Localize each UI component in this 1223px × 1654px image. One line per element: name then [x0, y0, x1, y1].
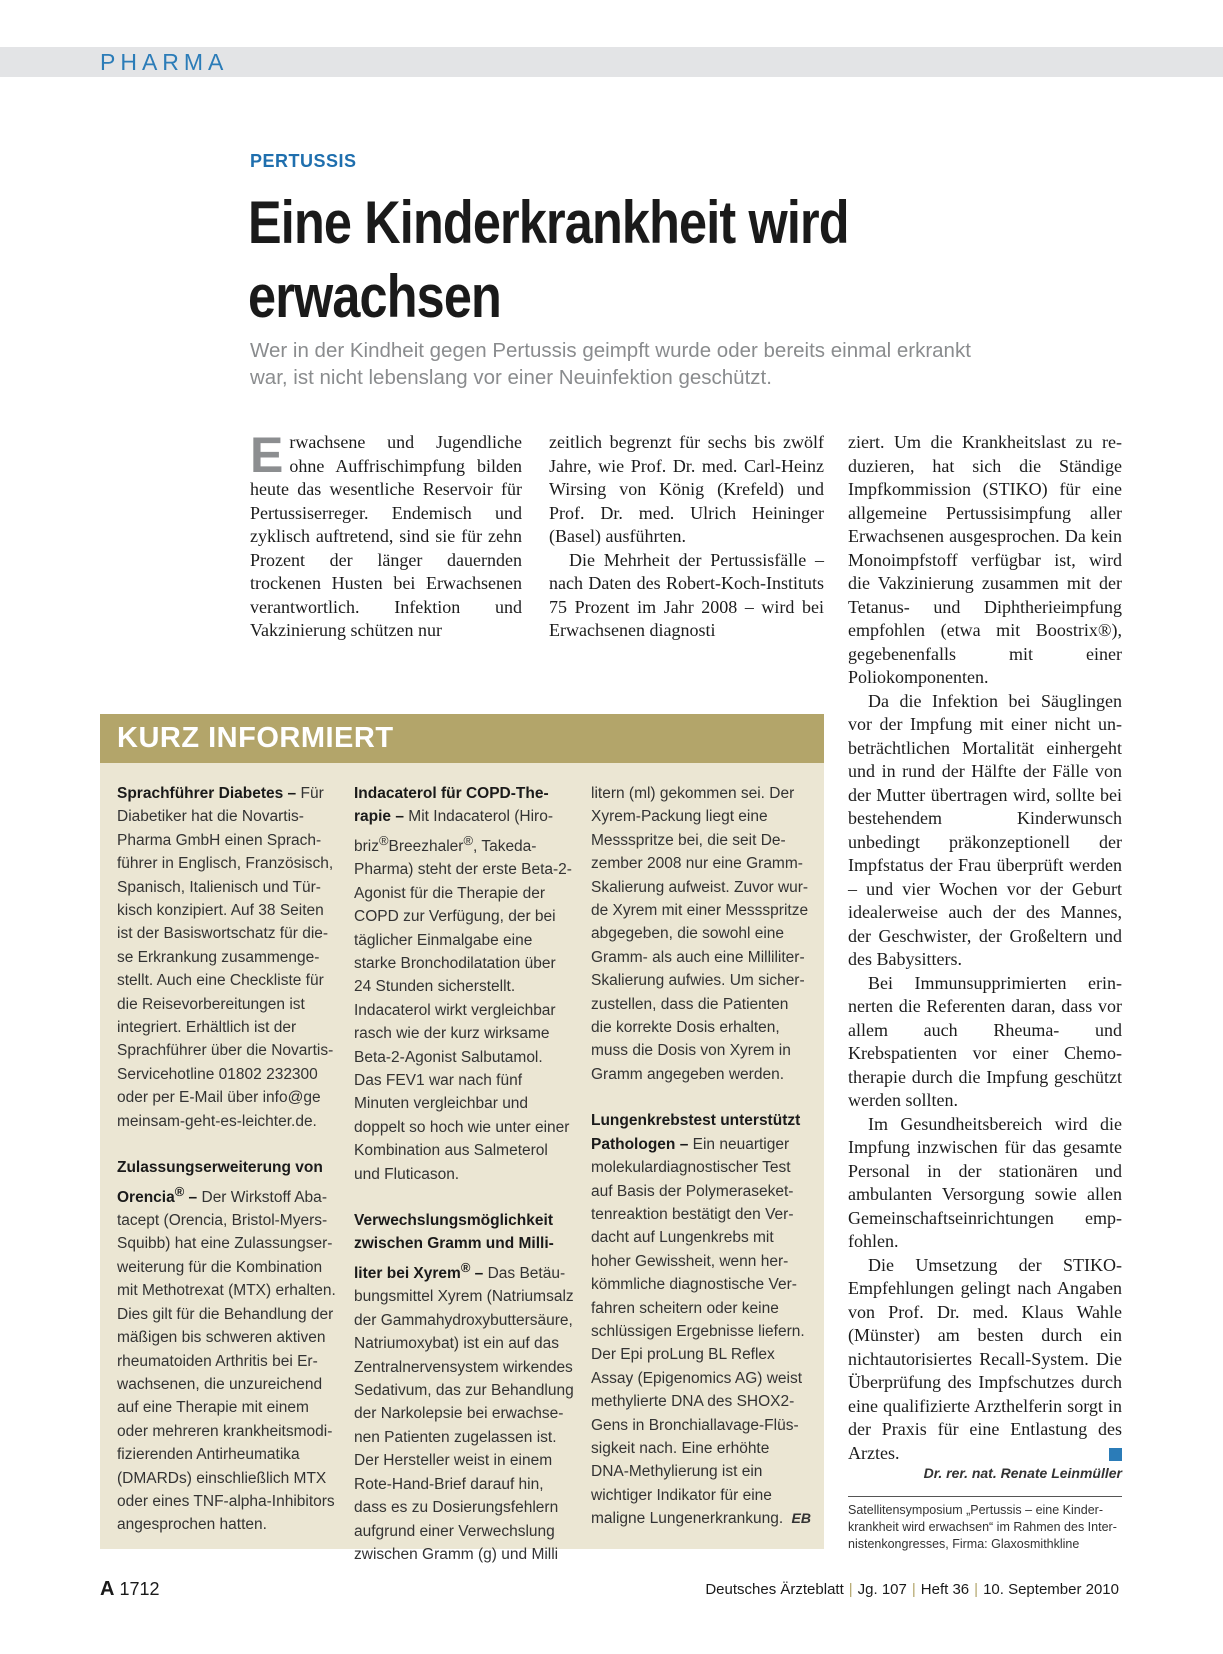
journal-footer: Deutsches Ärzteblatt | Jg. 107 | Heft 36 | 10. September 2010	[705, 1581, 1119, 1598]
page-number: A 1712	[100, 1578, 160, 1600]
article-column-3: ziert. Um die Krankheitslast zu reduzieren, hat sich die Ständige Impfkommission (STIKO) für eine allgemeine Pertussisimpfung aller Erwachsenen ausgesprochen. Da kein Monoimpfstoff verfügbar ist, wird die Vakzinierung zusammen mit der Tetanus- und Diphtherieimpfung empfohlen (etwa mit Boostrix®), gegebenenfalls mit einer Poliokomponenten. Da die Infektion bei Säuglingen vor der Impfung mit einer nicht unbeträchtlichen Mortalität einhergeht und in rund der Hälfte der Fälle von der Mutter übertragen wird, sollte bei bestehendem Kinderwunsch unbedingt präkonzeptionell der Impfstatus der Frau überprüft werden – und vier Wochen vor der Geburt idealerweise auch der des Mannes, der Geschwister, der Großeltern und des Babysitters. Bei Immunsupprimierten erinnerten die Referenten daran, dass vor allem auch Rheuma- und Krebspatienten vor einer Chemotherapie durch die Impfung geschützt werden sollten. Im Gesundheitsbereich wird die Impfung inzwischen für das gesamte Personal in der stationären und ambulanten Versorgung sowie allen Gemeinschaftseinrichtungen empfohlen. Die Umsetzung der STIKO-Empfehlungen gelingt nach Angaben von Prof. Dr. med. Klaus Wahle (Münster) am besten durch ein nichtautorisiertes Recall-System. Die Überprüfung des Impfschutzes durch eine qualifizierte Arzthelferin sorgt in der Praxis für eine Entlastung des Arztes.	[848, 431, 1122, 1465]
info-item-orencia: Zulassungserweiterung von Orencia® – Der Wirkstoff Abatacept (Orencia, Bristol-Myers-Squibb) hat eine Zulassungserweiterung für die Kombination mit Methotrexat (MTX) erhalten. Dies gilt für die Behandlung der mäßigen bis schweren aktiven rheumatoiden Arthritis bei Erwachsenen, die unzureichend auf eine Therapie mit einem oder mehreren krankheitsmodifizierenden Antirheumatika (DMARDs) einschließlich MTX oder eines TNF-alpha-Inhibitors angesprochen hatten.	[117, 1159, 336, 1534]
info-item-lungenkrebstest: Lungenkrebstest unterstützt Pathologen – Ein neuartiger molekulardiagnostischer Test auf Basis der Polymerasekettenreaktion bestätigt den Verdacht auf Lungenkrebs mit hoher Gewissheit, wenn herkömmliche diagnostische Verfahren scheitern oder keine schlüssigen Ergebnisse liefern. Der Epi proLung BL Reflex Assay (Epigenomics AG) weist methylierte DNA des SHOX2-Gens in Bronchiallavage-Flüssigkeit nach. Eine erhöhte DNA-Methylierung ist ein wichtiger Indikator für eine maligne Lungenerkrankung. EB	[591, 1109, 811, 1530]
info-item-xyrem: Verwechslungsmöglichkeit zwischen Gramm und Milliliter bei Xyrem® – Das Betäubungsmittel Xyrem (Natriumsalz der Gammahydroxybuttersäure, Natriumoxybat) ist ein auf das Zentralnervensystem wirkendes Sedativum, das zur Behandlung der Narkolepsie bei erwachsenen Patienten zugelassen ist. Der Hersteller weist in einem Rote-Hand-Brief darauf hin, dass es zu Dosierungsfehlern aufgrund einer Verwechslung zwischen Gramm (g) und Milli	[354, 1212, 574, 1563]
drop-cap: E	[250, 427, 284, 483]
article-paragraph-4: Bei Immunsupprimierten erinnerten die Referenten daran, dass vor allem auch Rheuma- und Krebspatienten vor einer Chemotherapie durch die Impfung geschützt werden sollten.	[848, 972, 1122, 1110]
info-box-column-1	[117, 782, 337, 1537]
article-paragraph-1: Erwachsene und Jugendliche ohne Auffrischimpfung bilden heute das wesentliche Reservoir für Pertussiserreger. Endemisch und zyklisch auftretend, sind sie für zehn Prozent der länger dauernden trockenen Husten bei Erwachsenen verantwortlich. Infektion und Vakzinierung schützen nur	[250, 427, 522, 640]
journal-name: Deutsches Ärzteblatt	[705, 1581, 844, 1598]
author-byline: Dr. rer. nat. Renate Leinmüller	[923, 1465, 1122, 1481]
article-column-2: zeitlich begrenzt für sechs bis zwölf Jahre, wie Prof. Dr. med. Carl-Heinz Wirsing von König (Krefeld) und Prof. Dr. med. Ulrich Heininger (Basel) ausführten. Die Mehrheit der Pertussisfälle – nach Daten des Robert-Koch-Instituts 75 Prozent im Jahr 2008 – wird bei Erwachsenen diagnosti	[549, 431, 824, 643]
article-paragraph-6: Die Umsetzung der STIKO-Empfehlungen gelingt nach Angaben von Prof. Dr. med. Klaus Wahle (Münster) am besten durch ein nichtautorisiertes Recall-System. Die Überprüfung des Impfschutzes durch eine qualifizierte Arzthelferin sorgt in der Praxis für eine Entlastung des Arztes.	[848, 1254, 1122, 1463]
end-mark-icon	[1109, 1448, 1122, 1461]
info-item-indacaterol: Indacaterol für COPD-Therapie – Mit Indacaterol (Hirobriz®Breezhaler®, Takeda-Pharma) steht der erste Beta-2-Agonist für die Therapie der COPD zur Verfügung, der bei täglicher Einmalgabe eine starke Bronchodilatation über 24 Stunden sicherstellt. Indacaterol wirkt vergleichbar rasch wie der kurz wirksame Beta-2-Agonist Salbutamol. Das FEV1 war nach fünf Minuten vergleichbar und doppelt so hoch wie unter einer Kombination aus Salmeterol und Fluticason.	[354, 785, 572, 1183]
section-label: PHARMA	[100, 49, 229, 75]
article-column-1	[250, 427, 522, 643]
info-box-column-3: litern (ml) gekommen sei. Der Xyrem-Packung liegt eine Messspritze bei, die seit Dezember 2008 nur eine Gramm-Skalierung aufweist. Zuvor wurde Xyrem mit einer Messspritze abgegeben, die sowohl eine Gramm- als auch eine Milliliter-Skalierung aufwies. Um sicherzustellen, dass die Patienten die korrekte Dosis erhalten, muss die Dosis von Xyrem in Gramm angegeben werden. Lungenkrebstest unterstützt Pathologen – Ein neuartiger molekulardiagnostischer Test auf Basis der Polymerasekettenreaktion bestätigt den Verdacht auf Lungenkrebs mit hoher Gewissheit, wenn herkömmliche diagnostische Verfahren scheitern oder keine schlüssigen Ergebnisse liefern. Der Epi proLung BL Reflex Assay (Epigenomics AG) weist methylierte DNA des SHOX2-Gens in Bronchiallavage-Flüssigkeit nach. Eine erhöhte DNA-Methylierung ist ein wichtiger Indikator für eine maligne Lungenerkrankung. EB	[591, 782, 811, 1531]
journal-volume: Jg. 107	[857, 1581, 907, 1598]
info-box-column-2	[354, 782, 574, 1566]
info-box-title: KURZ INFORMIERT	[117, 722, 394, 754]
box-signature: EB	[791, 1510, 811, 1527]
note-divider	[848, 1496, 1122, 1497]
article-paragraph-2: Die Mehrheit der Pertussisfälle – nach Daten des Robert-Koch-Instituts 75 Prozent im Jahr 2008 – wird bei Erwachsenen diagnosti	[549, 549, 824, 640]
article-paragraph-3: Da die Infektion bei Säuglingen vor der Impfung mit einer nicht unbeträchtlichen Mortalität einhergeht und in rund der Hälfte der Fälle von der Mutter übertragen wird, sollte bei bestehendem Kinderwunsch unbedingt präkonzeptionell der Impfstatus der Frau überprüft werden – und vier Wochen vor der Geburt idealerweise auch der des Mannes, der Geschwister, der Großeltern und des Babysitters.	[848, 690, 1122, 969]
journal-date: 10. September 2010	[983, 1581, 1119, 1598]
journal-issue: Heft 36	[920, 1581, 970, 1598]
event-note: Satellitensymposium „Pertussis – eine Kinderkrankheit wird erwachsen“ im Rahmen des Internistenkongresses, Firma: Glaxosmithkline	[848, 1503, 1117, 1551]
article-paragraph-5: Im Gesundheitsbereich wird die Impfung inzwischen für das gesamte Personal in der stationären und ambulanten Versorgung sowie allen Gemeinschaftseinrichtungen empfohlen.	[848, 1113, 1122, 1251]
article-headline: Eine Kinderkrankheit wird erwachsen	[248, 189, 849, 330]
article-kicker: PERTUSSIS	[250, 151, 357, 171]
article-lead: Wer in der Kindheit gegen Pertussis geimpft wurde oder bereits einmal erkrankt war, ist nicht lebenslang vor einer Neuinfektion geschützt.	[250, 339, 971, 389]
info-item-sprachfuehrer: Sprachführer Diabetes – Für Diabetiker hat die Novartis-Pharma GmbH einen Sprachführer in Englisch, Französisch, Spanisch, Italienisch und Türkisch konzipiert. Auf 38 Seiten ist der Basiswortschatz für diese Erkrankung zusammengestellt. Auch eine Checkliste für die Reisevorbereitungen ist integriert. Erhältlich ist der Sprachführer über die Novartis-Servicehotline 01802 232300 oder per E-Mail über info@ge meinsam-geht-es-leichter.de.	[117, 785, 334, 1130]
